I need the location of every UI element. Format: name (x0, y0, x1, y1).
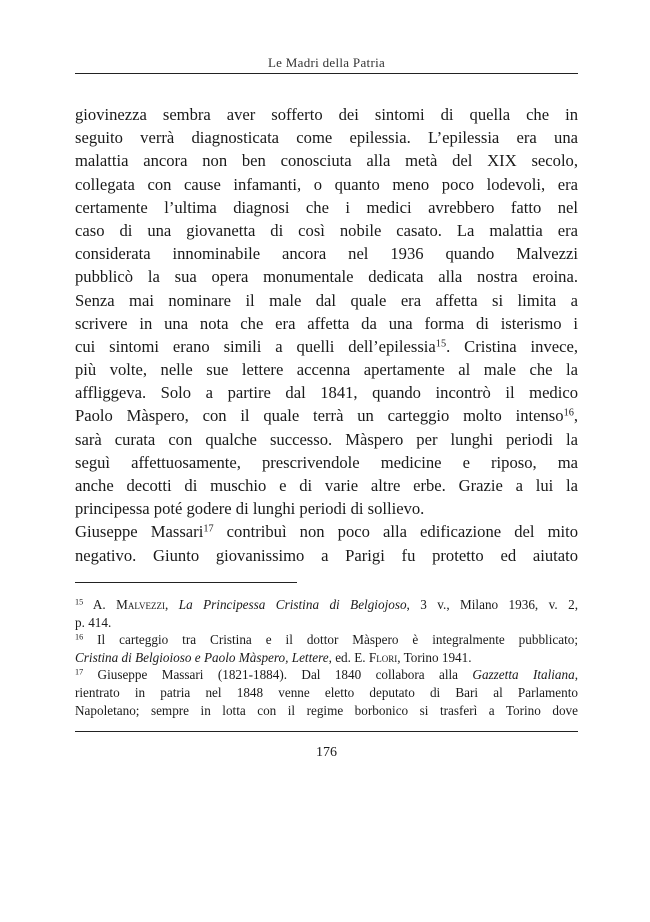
text-run: , Torino 1941. (397, 649, 472, 665)
text-line (75, 520, 578, 543)
text-run: anche decotti di muschio e di varie altre erbe. Grazie a lui la (75, 476, 578, 495)
footnote-marker: 16 (75, 632, 84, 642)
text-run: A. (83, 597, 117, 612)
text-run: negativo. Giunto giovanissimo a Parigi fu protetto ed aiutato (75, 545, 578, 565)
text-run: Napoletano; sempre in lotta con il regime borbonico si trasferì a Torino dove (75, 702, 578, 718)
footnote-line (75, 596, 578, 614)
header-rule (75, 73, 578, 74)
footnote-marker: 15 (435, 338, 447, 350)
text-line (75, 474, 578, 497)
text-run: caso di una giovanetta di così nobile casato. La malattia era (75, 220, 578, 240)
text-line (75, 428, 578, 451)
text-run: , (573, 406, 578, 426)
italic-title: Cristina di Belgioioso e Paolo Màspero, Lettere (75, 649, 329, 665)
author-name: Flori (368, 649, 398, 665)
text-run: cui sintomi erano simili a quelli dell’epilessia (75, 336, 436, 356)
text-line (75, 126, 578, 149)
text-line (75, 358, 578, 381)
text-line (75, 497, 578, 520)
footnote-separator (75, 582, 297, 583)
text-line (75, 265, 578, 288)
text-run: Senza mai nominare il male dal quale era affetta si limita a (75, 290, 578, 310)
text-run: Giuseppe Massari (75, 522, 204, 542)
italic-title: Gazzetta Italiana (472, 667, 575, 683)
text-line (75, 196, 578, 219)
text-line (75, 335, 578, 358)
text-run: seguì affettuosamente, prescrivendole medicine e riposo, ma (75, 452, 578, 472)
text-run: Paolo Màspero, con il quale terrà un carteggio molto intenso (75, 406, 564, 426)
text-run: sarà curata con qualche successo. Màspero per lunghi periodi la (75, 429, 578, 449)
text-line (75, 149, 578, 172)
text-run: , (165, 597, 179, 612)
text-run: più volte, nelle sue lettere accenna apertamente al male che la (75, 360, 578, 380)
text-run: p. 414. (75, 614, 112, 630)
footnote-line (75, 631, 578, 649)
text-run: , (574, 667, 579, 683)
footer-rule (75, 731, 578, 732)
text-run: certamente l’ultima diagnosi che i medici avrebbero fatto nel (75, 197, 578, 217)
text-line (75, 242, 578, 265)
text-run: principessa poté godere di lunghi periodi di sollievo. (75, 499, 425, 519)
footnote-line (75, 666, 578, 684)
footnote-line (75, 702, 578, 720)
footnote-marker: 17 (203, 523, 214, 535)
text-run: collegata con cause infamanti, o quanto meno poco lodevoli, era (75, 174, 578, 194)
text-run: affliggeva. Solo a partire dal 1841, quando incontrò il medico (75, 383, 578, 403)
text-line (75, 173, 578, 196)
text-run: seguito verrà diagnosticata come epilessia. L’epilessia era una (75, 128, 578, 148)
text-run: , 3 v., Milano 1936, v. 2, (406, 597, 579, 612)
author-name: Malvezzi (116, 597, 166, 612)
text-line (75, 103, 578, 126)
footnote-line (75, 614, 578, 632)
footnote-line (75, 684, 578, 702)
text-line (75, 404, 578, 427)
footnote-marker: 17 (75, 667, 84, 677)
text-run: contribuì non poco alla edificazione del mito (213, 522, 578, 542)
text-line (75, 381, 578, 404)
footnote-line (75, 649, 578, 667)
footnote-marker: 15 (75, 597, 84, 607)
text-line (75, 219, 578, 242)
text-run: malattia ancora non ben conosciuta alla metà del XIX secolo, (75, 151, 578, 171)
text-line (75, 289, 578, 312)
text-line (75, 312, 578, 335)
text-run: Il carteggio tra Cristina e il dottor Màspero è integralmente pubblicato; (83, 632, 578, 648)
text-run: pubblicò la sua opera monumentale dedicata alla nostra eroina. (75, 267, 578, 287)
text-line (75, 544, 578, 567)
text-run: , ed. E. (328, 649, 369, 665)
running-head: Le Madri della Patria (267, 55, 386, 70)
text-run: scrivere in una nota che era affetta da una forma di isterismo i (75, 313, 578, 333)
text-run: giovinezza sembra aver sofferto dei sintomi di quella che in (75, 105, 578, 124)
text-run: rientrato in patria nel 1848 venne eletto deputato di Bari al Parlamento (75, 684, 578, 700)
text-line (75, 451, 578, 474)
text-run: considerata innominabile ancora nel 1936 quando Malvezzi (75, 244, 578, 264)
text-run: . Cristina invece, (446, 336, 579, 356)
page-number: 176 (316, 745, 337, 760)
italic-title: La Principessa Cristina di Belgiojoso (178, 597, 407, 612)
body-text (75, 103, 578, 567)
text-run: Giuseppe Massari (1821-1884). Dal 1840 collabora alla (83, 667, 473, 683)
footnotes (75, 596, 578, 719)
footnote-marker: 16 (563, 407, 574, 419)
